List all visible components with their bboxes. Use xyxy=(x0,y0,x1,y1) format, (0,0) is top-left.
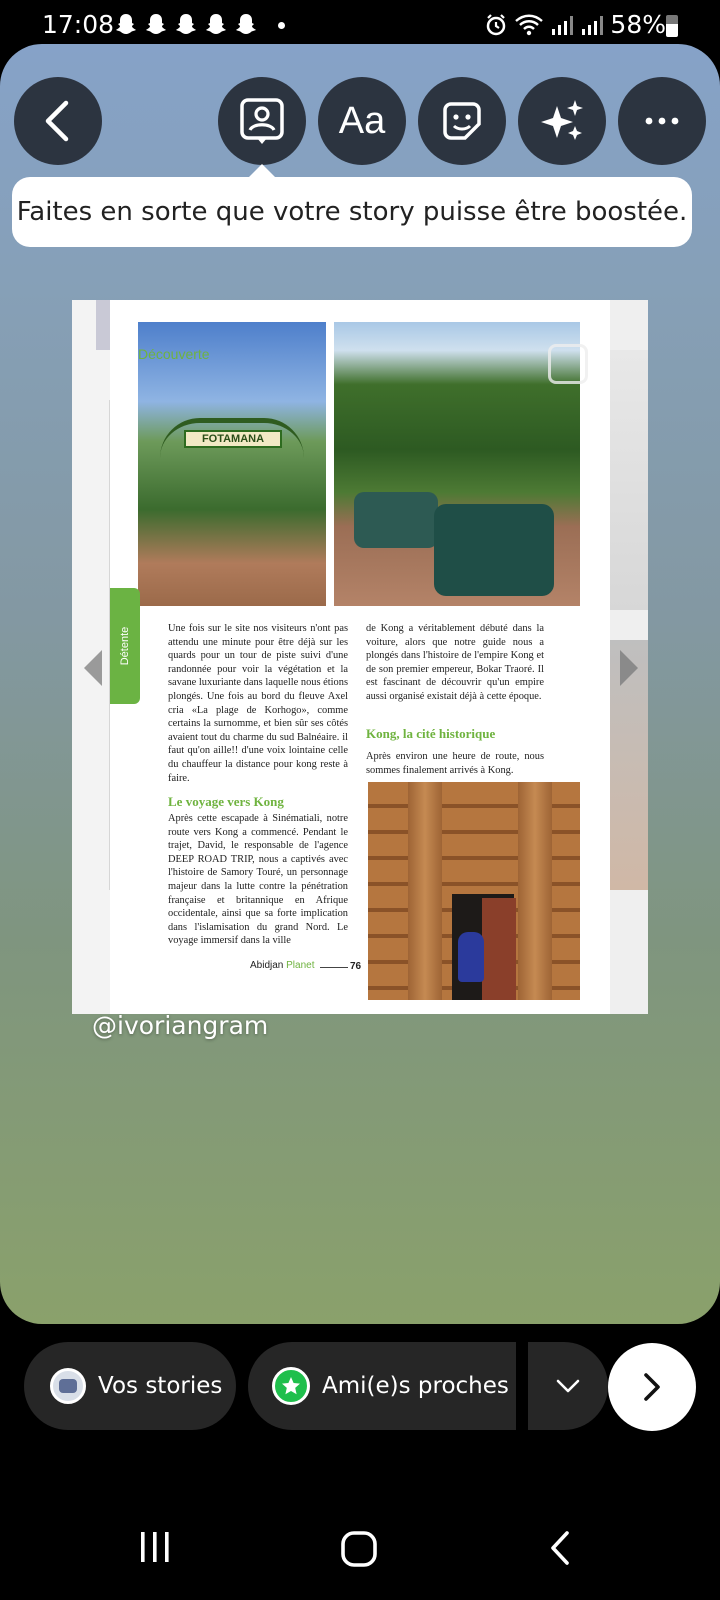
article-column-4: Après environ une heure de route, nous sommes finalement arrivés à Kong. xyxy=(366,751,544,776)
sticker-button[interactable] xyxy=(418,77,506,165)
sparkles-icon xyxy=(537,96,587,146)
magazine-page-image[interactable] xyxy=(72,300,648,1014)
status-time: 17:08 xyxy=(42,10,115,39)
heading-kong-cite-historique: Kong, la cité historique xyxy=(366,726,496,741)
text-tool-button[interactable] xyxy=(318,77,406,165)
mosque-pillar xyxy=(518,782,552,1000)
back-icon xyxy=(40,99,76,143)
mosque-door-panel xyxy=(482,898,516,1000)
mosque-pillar xyxy=(408,782,442,1000)
snapchat-icon xyxy=(114,12,138,36)
quad-bike xyxy=(434,504,554,596)
article-column-1: Une fois sur le site nos visiteurs n'ont pas attendu une minute pour être déjà sur les quards pour un tour de piste suivi d'une randonnée pour voir la végétation et la savane luxuriante dans laquelle nous étions plongés. Une fois au bord du fleuve Axel cria «La plage de Korhogo», comme certains la surnomme, et bien sûr ses côtés avaient tout du charme du sud Balnéaire. il faut qu'on aille!! d'une voix lointaine celle du chauffeur la distance pour kong reste à faire. xyxy=(168,623,348,784)
effects-button[interactable] xyxy=(518,77,606,165)
quad-bike xyxy=(354,492,438,548)
status-right xyxy=(484,10,666,39)
battery-icon xyxy=(666,15,678,37)
close-friends-button[interactable] xyxy=(248,1342,516,1430)
text-tool-label: Aa xyxy=(338,99,386,142)
nav-back-icon xyxy=(548,1530,572,1566)
your-stories-label: Vos stories xyxy=(98,1373,223,1399)
more-button[interactable] xyxy=(618,77,706,165)
more-notifications-dot xyxy=(278,22,285,29)
recents-icon xyxy=(138,1530,172,1564)
status-bar xyxy=(0,0,720,50)
page-number: 76 xyxy=(350,961,362,972)
star-icon xyxy=(272,1367,310,1405)
link-sticker-button[interactable] xyxy=(218,77,306,165)
more-icon xyxy=(644,116,680,126)
notification-icons xyxy=(114,12,258,36)
detente-label: Détente xyxy=(119,626,131,666)
share-next-button[interactable] xyxy=(608,1343,696,1431)
snapchat-icon xyxy=(144,12,168,36)
brand-planet: Planet xyxy=(286,960,315,971)
link-sticker-icon xyxy=(237,96,287,146)
multi-page-icon xyxy=(548,344,588,384)
back-button[interactable] xyxy=(14,77,102,165)
tooltip-arrow xyxy=(248,164,276,178)
avatar xyxy=(50,1368,86,1404)
person xyxy=(458,932,484,982)
farm-entrance-photo xyxy=(138,322,326,606)
nav-back-button[interactable] xyxy=(548,1530,572,1566)
chevron-right-icon xyxy=(642,1372,662,1402)
signal-icon-2 xyxy=(580,13,604,37)
home-button[interactable] xyxy=(340,1530,378,1568)
section-label: Découverte xyxy=(138,346,210,362)
alarm-icon xyxy=(484,13,508,37)
audience-dropdown[interactable] xyxy=(528,1342,608,1430)
boost-tooltip[interactable]: Faites en sorte que votre story puisse être boostée. xyxy=(12,177,692,247)
heading-voyage-vers-kong: Le voyage vers Kong xyxy=(168,794,284,809)
kong-mosque-photo xyxy=(368,782,580,1000)
magazine-brand xyxy=(250,960,315,971)
article-column-2: Après cette escapade à Sinématiali, notre route vers Kong a commencé. Pendant le trajet, David, le responsable de l'agence DEEP ROAD TRIP, nous a captivés avec l'histoire de Samory Touré, un personnage majeur dans la lutte contre la pénétration française et britannique en Afrique occidentale, ainsi que sa forte implication dans l'islamisation du grand Nord. Le voyage immersif dans la ville xyxy=(168,813,348,947)
battery-percent: 58% xyxy=(610,10,666,39)
wifi-icon xyxy=(514,13,544,37)
snapchat-icon xyxy=(234,12,258,36)
sticker-icon xyxy=(437,96,487,146)
snapchat-icon xyxy=(204,12,228,36)
signal-icon xyxy=(550,13,574,37)
brand-abidjan: Abidjan xyxy=(250,960,287,971)
your-stories-button[interactable] xyxy=(24,1342,236,1430)
story-canvas[interactable] xyxy=(0,44,720,1324)
next-page-arrow-icon xyxy=(620,650,638,686)
home-icon xyxy=(340,1530,378,1568)
detente-tab xyxy=(110,588,140,704)
mention-sticker[interactable]: @ivoriangram xyxy=(92,1011,269,1040)
recents-button[interactable] xyxy=(138,1530,172,1564)
snapchat-icon xyxy=(174,12,198,36)
footer-rule xyxy=(320,967,348,968)
arch-sign: FOTAMANA xyxy=(184,430,282,448)
article-column-3: de Kong a véritablement débuté dans la voiture, alors que notre guide nous a plongés dans l'histoire de l'empire Kong et de son premier empereur, Bokar Traoré. Il est fascinant de découvrir qu'un empire aussi organisé existait déjà à cette époque. xyxy=(366,623,544,702)
prev-page-arrow-icon xyxy=(84,650,102,686)
chevron-down-icon xyxy=(556,1379,580,1393)
system-nav-bar xyxy=(0,1500,720,1600)
close-friends-label: Ami(e)s proches xyxy=(322,1373,509,1399)
quad-bikes-photo xyxy=(334,322,580,606)
